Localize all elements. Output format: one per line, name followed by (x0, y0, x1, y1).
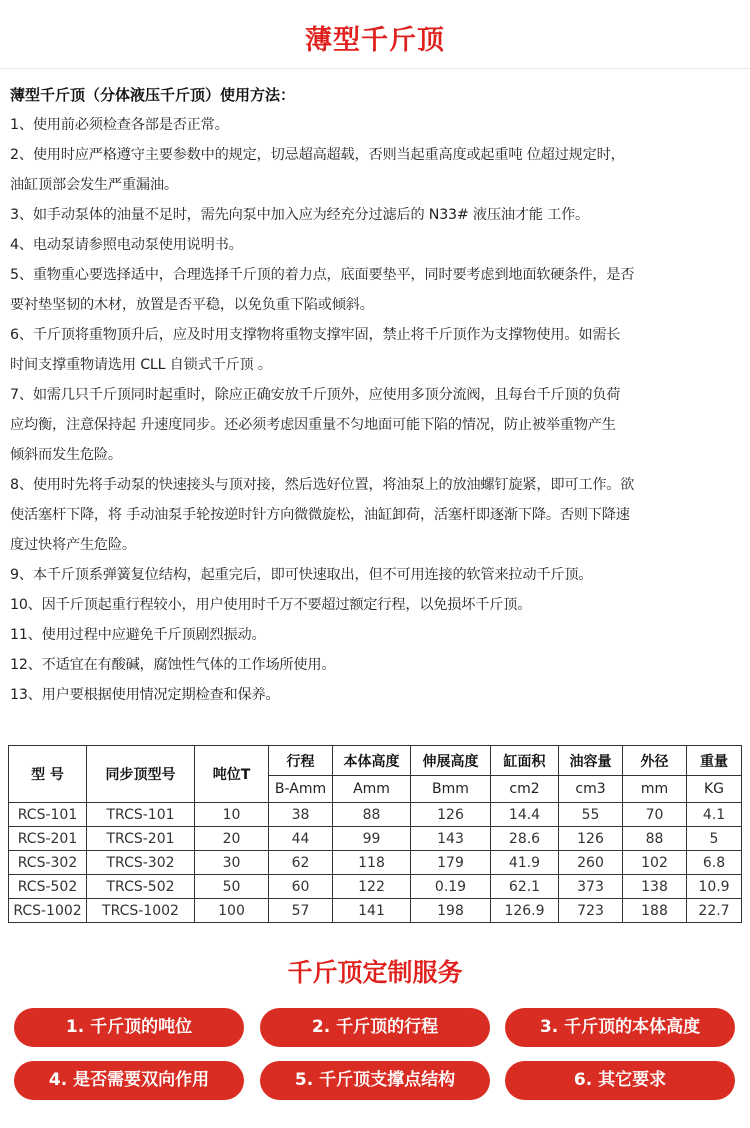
instruction-line: 3、如手动泵体的油量不足时，需先向泵中加入应为经充分过滤后的 N33# 液压油才能 工作。 (10, 207, 590, 223)
header-outer-diameter: 外径 (623, 746, 687, 776)
cell-weight: 22.7 (687, 899, 742, 923)
custom-service-title: 千斤顶定制服务 (287, 958, 463, 987)
cell-sync-model: TRCS-502 (87, 875, 195, 899)
cell-extended-height: 0.19 (411, 875, 491, 899)
unit-weight: KG (687, 776, 742, 803)
instruction-line: 2、使用时应严格遵守主要参数中的规定，切忌超高超载，否则当起重高度或起重吨 位超过规定时， (10, 147, 625, 163)
cell-outer-diameter: 102 (623, 851, 687, 875)
instruction-line: 9、本千斤顶系弹簧复位结构，起重完后，即可快速取出，但不可用连接的软管来拉动千斤顶。 (10, 567, 593, 583)
cell-weight: 10.9 (687, 875, 742, 899)
cell-weight: 5 (687, 827, 742, 851)
cell-body-height: 122 (333, 875, 411, 899)
cell-tonnage: 10 (195, 803, 269, 827)
cell-weight: 4.1 (687, 803, 742, 827)
header-stroke: 行程 (269, 746, 333, 776)
service-option-support-point[interactable]: 5. 千斤顶支撑点结构 (260, 1061, 490, 1100)
cell-oil-capacity: 260 (559, 851, 623, 875)
cell-body-height: 88 (333, 803, 411, 827)
unit-cylinder-area: cm2 (491, 776, 559, 803)
cell-model: RCS-302 (9, 851, 87, 875)
cell-outer-diameter: 138 (623, 875, 687, 899)
instruction-line: 1、使用前必须检查各部是否正常。 (10, 117, 229, 133)
usage-instructions (10, 80, 742, 710)
instruction-line: 11、使用过程中应避免千斤顶剧烈振动。 (10, 627, 266, 643)
cell-stroke: 44 (269, 827, 333, 851)
instruction-line: 应均衡，注意保持起 升速度同步。还必须考虑因重量不匀地面可能下陷的情况，防止被举重物产生 (10, 417, 616, 433)
header-tonnage: 吨位T (195, 746, 269, 803)
cell-sync-model: TRCS-101 (87, 803, 195, 827)
instructions-subtitle: 薄型千斤顶（分体液压千斤顶）使用方法： (10, 86, 296, 104)
header-cylinder-area: 缸面积 (491, 746, 559, 776)
cell-extended-height: 179 (411, 851, 491, 875)
cell-model: RCS-1002 (9, 899, 87, 923)
cell-model: RCS-101 (9, 803, 87, 827)
table-row (9, 803, 742, 827)
cell-stroke: 57 (269, 899, 333, 923)
table-row (9, 875, 742, 899)
table-row (9, 851, 742, 875)
instruction-line: 使活塞杆下降，将 手动油泵手轮按逆时针方向微微旋松，油缸卸荷，活塞杆即逐渐下降。否则下降速 (10, 507, 630, 523)
cell-cylinder-area: 41.9 (491, 851, 559, 875)
cell-tonnage: 20 (195, 827, 269, 851)
instruction-line: 6、千斤顶将重物顶升后，应及时用支撑物将重物支撑牢固，禁止将千斤顶作为支撑物使用。如需长 (10, 327, 621, 343)
cell-model: RCS-201 (9, 827, 87, 851)
header-model: 型 号 (9, 746, 87, 803)
unit-outer-diameter: mm (623, 776, 687, 803)
service-option-other[interactable]: 6. 其它要求 (505, 1061, 735, 1100)
cell-extended-height: 198 (411, 899, 491, 923)
instruction-line: 油缸顶部会发生严重漏油。 (10, 177, 178, 193)
cell-outer-diameter: 88 (623, 827, 687, 851)
header-extended-height: 伸展高度 (411, 746, 491, 776)
unit-body-height: Amm (333, 776, 411, 803)
cell-oil-capacity: 723 (559, 899, 623, 923)
instruction-line: 倾斜而发生危险。 (10, 447, 122, 463)
cell-extended-height: 143 (411, 827, 491, 851)
service-option-stroke[interactable]: 2. 千斤顶的行程 (260, 1008, 490, 1047)
header-body-height: 本体高度 (333, 746, 411, 776)
cell-model: RCS-502 (9, 875, 87, 899)
cell-cylinder-area: 28.6 (491, 827, 559, 851)
cell-cylinder-area: 126.9 (491, 899, 559, 923)
instruction-line: 5、重物重心要选择适中，合理选择千斤顶的着力点，底面要垫平，同时要考虑到地面软硬条件，是否 (10, 267, 635, 283)
cell-body-height: 99 (333, 827, 411, 851)
instruction-line: 8、使用时先将手动泵的快速接头与顶对接，然后选好位置，将油泵上的放油螺钉旋紧，即可工作。欲 (10, 477, 635, 493)
cell-stroke: 60 (269, 875, 333, 899)
instruction-line: 10、因千斤顶起重行程较小，用户使用时千万不要超过额定行程，以免损坏千斤顶。 (10, 597, 532, 613)
unit-oil-capacity: cm3 (559, 776, 623, 803)
cell-cylinder-area: 62.1 (491, 875, 559, 899)
cell-sync-model: TRCS-1002 (87, 899, 195, 923)
instruction-line: 12、不适宜在有酸碱，腐蚀性气体的工作场所使用。 (10, 657, 336, 673)
cell-body-height: 141 (333, 899, 411, 923)
cell-extended-height: 126 (411, 803, 491, 827)
service-option-body-height[interactable]: 3. 千斤顶的本体高度 (505, 1008, 735, 1047)
header-weight: 重量 (687, 746, 742, 776)
cell-stroke: 62 (269, 851, 333, 875)
cell-weight: 6.8 (687, 851, 742, 875)
spec-table (8, 745, 742, 923)
cell-body-height: 118 (333, 851, 411, 875)
table-row (9, 827, 742, 851)
page-title: 薄型千斤顶 (305, 25, 445, 56)
instruction-line: 时间支撑重物请选用 CLL 自锁式千斤顶 。 (10, 357, 272, 373)
cell-sync-model: TRCS-201 (87, 827, 195, 851)
cell-stroke: 38 (269, 803, 333, 827)
cell-cylinder-area: 14.4 (491, 803, 559, 827)
service-option-double-acting[interactable]: 4. 是否需要双向作用 (14, 1061, 244, 1100)
instruction-line: 4、电动泵请参照电动泵使用说明书。 (10, 237, 243, 253)
unit-stroke: B-Amm (269, 776, 333, 803)
cell-tonnage: 50 (195, 875, 269, 899)
title-divider (0, 68, 750, 69)
cell-sync-model: TRCS-302 (87, 851, 195, 875)
instruction-line: 7、如需几只千斤顶同时起重时，除应正确安放千斤顶外，应使用多顶分流阀，且每台千斤顶的负荷 (10, 387, 621, 403)
header-oil-capacity: 油容量 (559, 746, 623, 776)
unit-extended-height: Bmm (411, 776, 491, 803)
service-option-tonnage[interactable]: 1. 千斤顶的吨位 (14, 1008, 244, 1047)
cell-oil-capacity: 126 (559, 827, 623, 851)
instruction-line: 度过快将产生危险。 (10, 537, 136, 553)
cell-oil-capacity: 55 (559, 803, 623, 827)
instruction-line: 要衬垫坚韧的木材，放置是否平稳，以免负重下陷或倾斜。 (10, 297, 374, 313)
header-sync-model: 同步顶型号 (87, 746, 195, 803)
table-row (9, 899, 742, 923)
cell-tonnage: 100 (195, 899, 269, 923)
cell-outer-diameter: 70 (623, 803, 687, 827)
cell-outer-diameter: 188 (623, 899, 687, 923)
cell-oil-capacity: 373 (559, 875, 623, 899)
cell-tonnage: 30 (195, 851, 269, 875)
instruction-line: 13、用户要根据使用情况定期检查和保养。 (10, 687, 280, 703)
